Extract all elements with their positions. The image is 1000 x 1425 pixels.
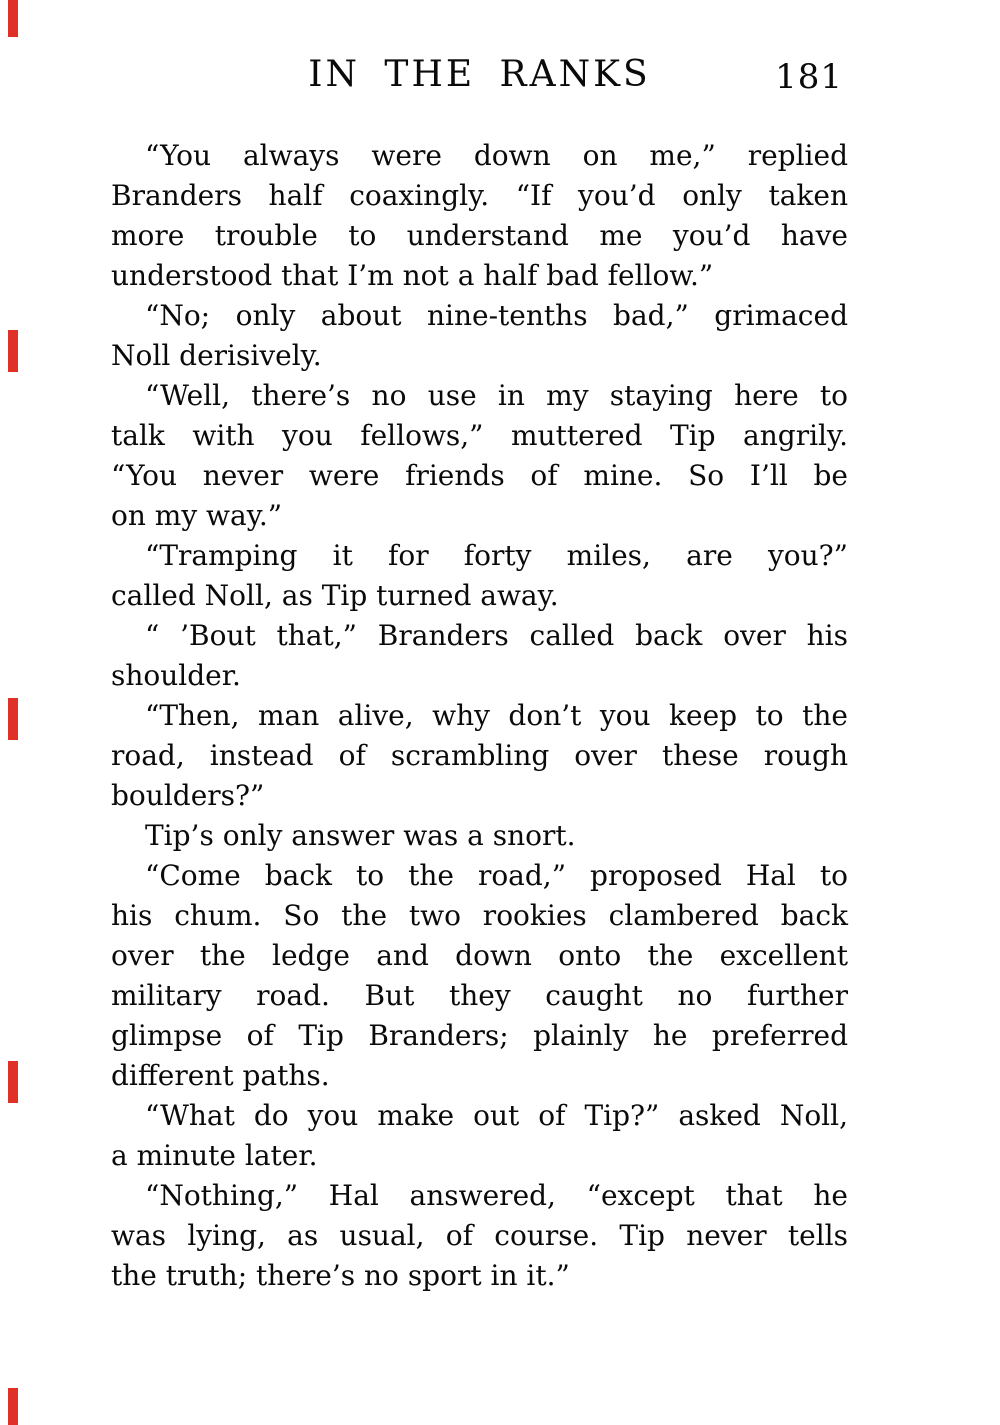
paragraph: [111, 1096, 848, 1176]
text-line: “You always were down on me,” replied: [145, 139, 848, 172]
paragraph: [111, 376, 848, 536]
running-head-title: IN THE RANKS: [308, 54, 651, 95]
text-line: “What do you make out of Tip?” asked Noll,: [145, 1099, 848, 1132]
red-edge-mark: [8, 698, 18, 740]
text-line: Tip’s only answer was a snort.: [145, 819, 576, 852]
text-line: “Nothing,” Hal answered, “except that he: [145, 1179, 848, 1212]
paragraph: [111, 536, 848, 616]
text-line: “No; only about nine-tenths bad,” grimaced: [145, 299, 848, 332]
text-block: [111, 136, 848, 1296]
text-line: different paths.: [111, 1059, 330, 1092]
text-line: talk with you fellows,” muttered Tip angrily.: [111, 419, 848, 452]
text-line: military road. But they caught no further: [111, 979, 848, 1012]
paragraph: [111, 1176, 848, 1296]
text-line: “ ’Bout that,” Branders called back over his: [145, 619, 848, 652]
paragraph: [111, 136, 848, 296]
red-edge-mark: [8, 0, 18, 37]
text-line: a minute later.: [111, 1139, 318, 1172]
text-line: “Then, man alive, why don’t you keep to the: [145, 699, 848, 732]
text-line: the truth; there’s no sport in it.”: [111, 1259, 570, 1292]
text-line: was lying, as usual, of course. Tip never tells: [111, 1219, 848, 1252]
red-edge-mark: [8, 1388, 18, 1425]
text-line: over the ledge and down onto the excellent: [111, 939, 848, 972]
text-line: road, instead of scrambling over these rough: [111, 739, 848, 772]
text-line: “Come back to the road,” proposed Hal to: [145, 859, 848, 892]
page-header: [111, 56, 848, 100]
text-line: boulders?”: [111, 779, 265, 812]
text-line: on my way.”: [111, 499, 283, 532]
paragraph: [111, 696, 848, 816]
paragraph: [111, 856, 848, 1096]
text-line: understood that I’m not a half bad fellow.”: [111, 259, 714, 292]
text-line: “Well, there’s no use in my staying here to: [145, 379, 848, 412]
paragraph: [111, 296, 848, 376]
text-line: “You never were friends of mine. So I’ll be: [111, 459, 848, 492]
text-line: Noll derisively.: [111, 339, 322, 372]
text-line: glimpse of Tip Branders; plainly he preferred: [111, 1019, 848, 1052]
text-line: more trouble to understand me you’d have: [111, 219, 848, 252]
paragraph: [111, 616, 848, 696]
text-line: “Tramping it for forty miles, are you?”: [145, 539, 848, 572]
red-edge-mark: [8, 330, 18, 372]
page-number: 181: [775, 57, 843, 97]
edge-marks: [0, 0, 30, 1425]
text-line: Branders half coaxingly. “If you’d only taken: [111, 179, 848, 212]
text-line: his chum. So the two rookies clambered back: [111, 899, 848, 932]
paragraph: [111, 816, 848, 856]
text-line: called Noll, as Tip turned away.: [111, 579, 559, 612]
text-line: shoulder.: [111, 659, 241, 692]
red-edge-mark: [8, 1061, 18, 1103]
